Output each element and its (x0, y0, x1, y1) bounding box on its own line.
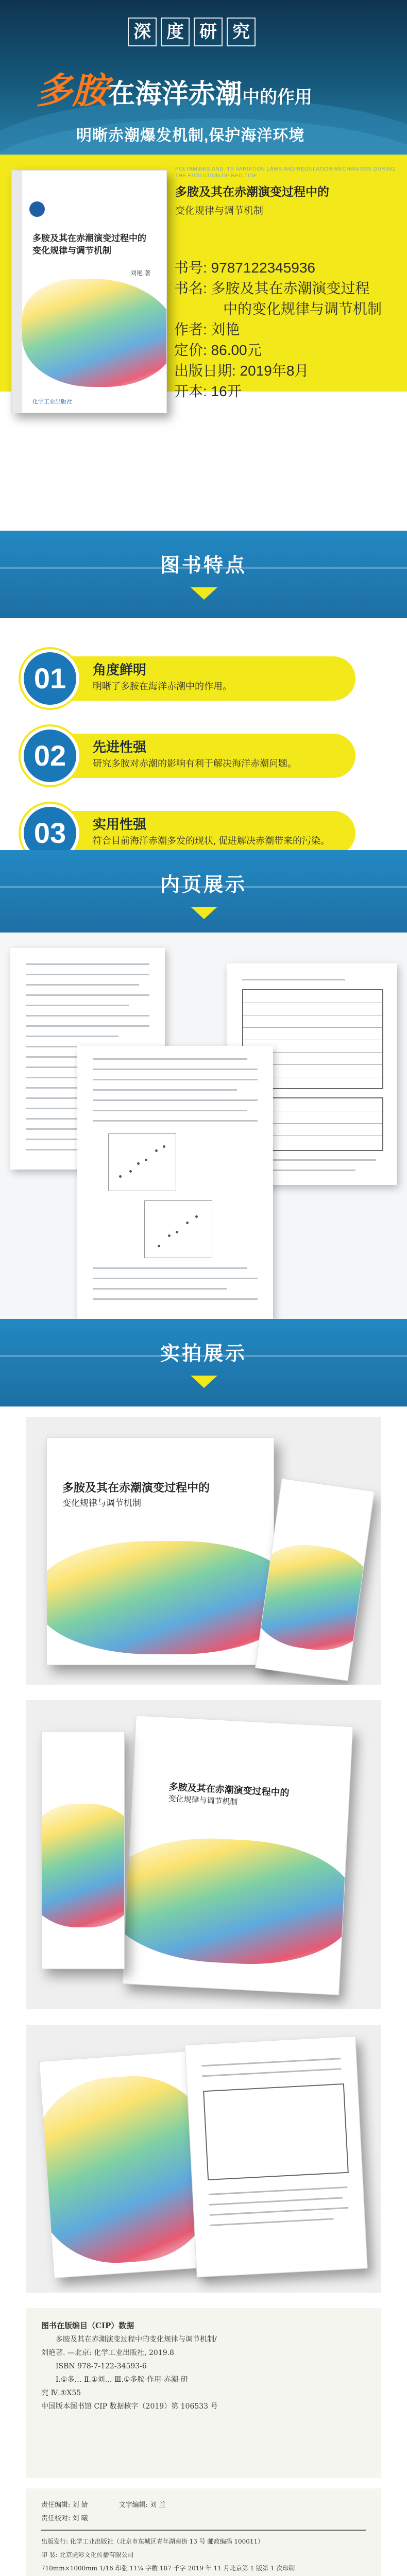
tagline-char: 深 (128, 18, 157, 46)
cip-line: 中国版本图书馆 CIP 数据核字（2019）第 106533 号 (41, 2402, 218, 2411)
tagline-chars (128, 18, 256, 44)
cip-line: 刘艳著. —北京: 化学工业出版社, 2019.8 (41, 2349, 174, 2357)
photo-angled-cover[interactable] (26, 1700, 381, 2009)
isbn: 书号: 9787122345936 (174, 260, 315, 276)
photo-cover-title: 多胺及其在赤潮演变过程中的 (62, 1481, 210, 1494)
imprint-text-editor: 文字编辑: 刘 兰 (118, 2501, 166, 2509)
imprint-publisher: 出版发行: 化学工业出版社（北京市东城区青年湖南街 13 号 邮政编码 100011） (41, 2538, 264, 2545)
hero-title-tail: 中的作用 (242, 87, 313, 108)
format: 开本: 16开 (174, 383, 242, 399)
cip-line: 究 Ⅳ.①X55 (41, 2389, 81, 2397)
interior-page-figures[interactable] (77, 1046, 273, 1319)
tagline-char: 研 (194, 18, 223, 46)
scatter-figure (144, 1200, 212, 1258)
photo-imprint-page[interactable] (26, 2488, 381, 2576)
interior-section-header (0, 850, 407, 938)
price: 定价: 86.00元 (174, 342, 262, 358)
imprint-proof: 责任校对: 刘 曦 (41, 2515, 88, 2522)
book-spine (12, 171, 22, 413)
feature-desc: 明晰了多胺在海洋赤潮中的作用。 (93, 681, 232, 691)
feature-title: 角度鲜明 (93, 662, 147, 677)
hero-subtitle: 明晰赤潮爆发机制,保护海洋环境 (76, 127, 305, 144)
feature-item (21, 726, 381, 783)
book-title-line1: 多胺及其在赤潮演变过程中的 (175, 185, 329, 198)
book-details (174, 258, 391, 402)
interior-preview (0, 933, 407, 1345)
english-title: POLYAMINES AND ITS VARIATION LAWS AND REGULATION MECHANISMS DURING THE EVOLUTION OF RED TIDE (175, 166, 396, 179)
book-name-cont: 中的变化规律与调节机制 (223, 301, 382, 317)
hero-title (36, 62, 312, 114)
photo-cover-subtitle: 变化规律与调节机制 (62, 1498, 141, 1508)
feature-number: 01 (21, 649, 79, 708)
cover-title-line: 多胺及其在赤潮演变过程中的 (32, 233, 146, 243)
cip-isbn: ISBN 978-7-122-34593-6 (56, 2362, 147, 2370)
feature-number: 03 (21, 804, 79, 862)
book-info (0, 155, 407, 520)
cover-swirl-art (46, 1541, 274, 1654)
cover-publisher: 化学工业出版社 (32, 399, 72, 405)
feature-title: 先进性强 (93, 739, 147, 755)
photo-cip-page[interactable] (26, 2308, 381, 2478)
down-arrow-icon (191, 907, 217, 919)
imprint-editor: 责任编辑: 刘 婧 (41, 2501, 88, 2509)
photo-front-cover[interactable] (26, 1417, 381, 1685)
imprint-printer: 印 装: 北京虎彩文化传播有限公司 (41, 2551, 134, 2558)
book-title-block (175, 166, 397, 217)
down-arrow-icon (191, 1376, 217, 1388)
feature-desc: 研究多胺对赤潮的影响有利于解决海洋赤潮问题。 (93, 758, 297, 769)
table-figure (203, 2083, 349, 2180)
photo-gallery (0, 1406, 407, 2576)
cover-title-line: 变化规律与调节机制 (32, 246, 111, 256)
tagline-char: 究 (227, 18, 256, 46)
imprint-size: 710mm×1000mm 1/16 印张 11¼ 字数 187 千字 2019 年 11 月北京第 1 版第 1 次印刷 (41, 2565, 295, 2572)
section-title: 内页展示 (160, 874, 247, 896)
tagline-char: 度 (161, 18, 190, 46)
book-cover[interactable] (11, 170, 167, 413)
cip-line: 多胺及其在赤潮演变过程中的变化规律与调节机制/ (56, 2335, 217, 2344)
photos-section-header (0, 1319, 407, 1406)
scatter-figure (108, 1133, 176, 1191)
features-section-header (0, 531, 407, 618)
section-title: 实拍展示 (160, 1343, 247, 1365)
feature-item (21, 649, 381, 706)
publisher-logo-icon (29, 201, 45, 217)
feature-desc: 符合目前海洋赤潮多发的现状, 促进解决赤潮带来的污染。 (93, 836, 330, 846)
cover-swirl-art (255, 1538, 375, 1657)
book-name: 书名: 多胺及其在赤潮演变过程 (174, 280, 370, 296)
author: 作者: 刘艳 (174, 321, 240, 337)
cover-swirl-art (122, 1833, 353, 1970)
book-title-line2: 变化规律与调节机制 (175, 206, 264, 216)
photo-cover-subtitle: 变化规律与调节机制 (168, 1794, 238, 1807)
down-arrow-icon (191, 587, 217, 600)
cover-swirl-art (39, 2071, 210, 2268)
photo-open-book[interactable] (26, 2025, 381, 2293)
cip-heading: 图书在版编目（CIP）数据 (41, 2321, 134, 2330)
cover-author: 刘艳 著 (130, 269, 151, 277)
section-title: 图书特点 (160, 555, 247, 577)
hero-banner (0, 0, 407, 155)
cip-line: Ⅰ.①多… Ⅱ.①刘… Ⅲ.①多胺-作用-赤潮-研 (56, 2376, 188, 2384)
hero-title-highlight: 多胺 (36, 69, 108, 112)
photo-cover-title: 多胺及其在赤潮演变过程中的 (168, 1781, 290, 1799)
cover-swirl-art (22, 279, 167, 387)
hero-title-main: 在海洋赤潮 (108, 78, 243, 110)
cover-swirl-art (41, 1804, 125, 1927)
cover-title (32, 232, 146, 257)
publish-date: 出版日期: 2019年8月 (174, 363, 309, 379)
feature-title: 实用性强 (93, 817, 147, 832)
feature-number: 02 (21, 726, 79, 785)
